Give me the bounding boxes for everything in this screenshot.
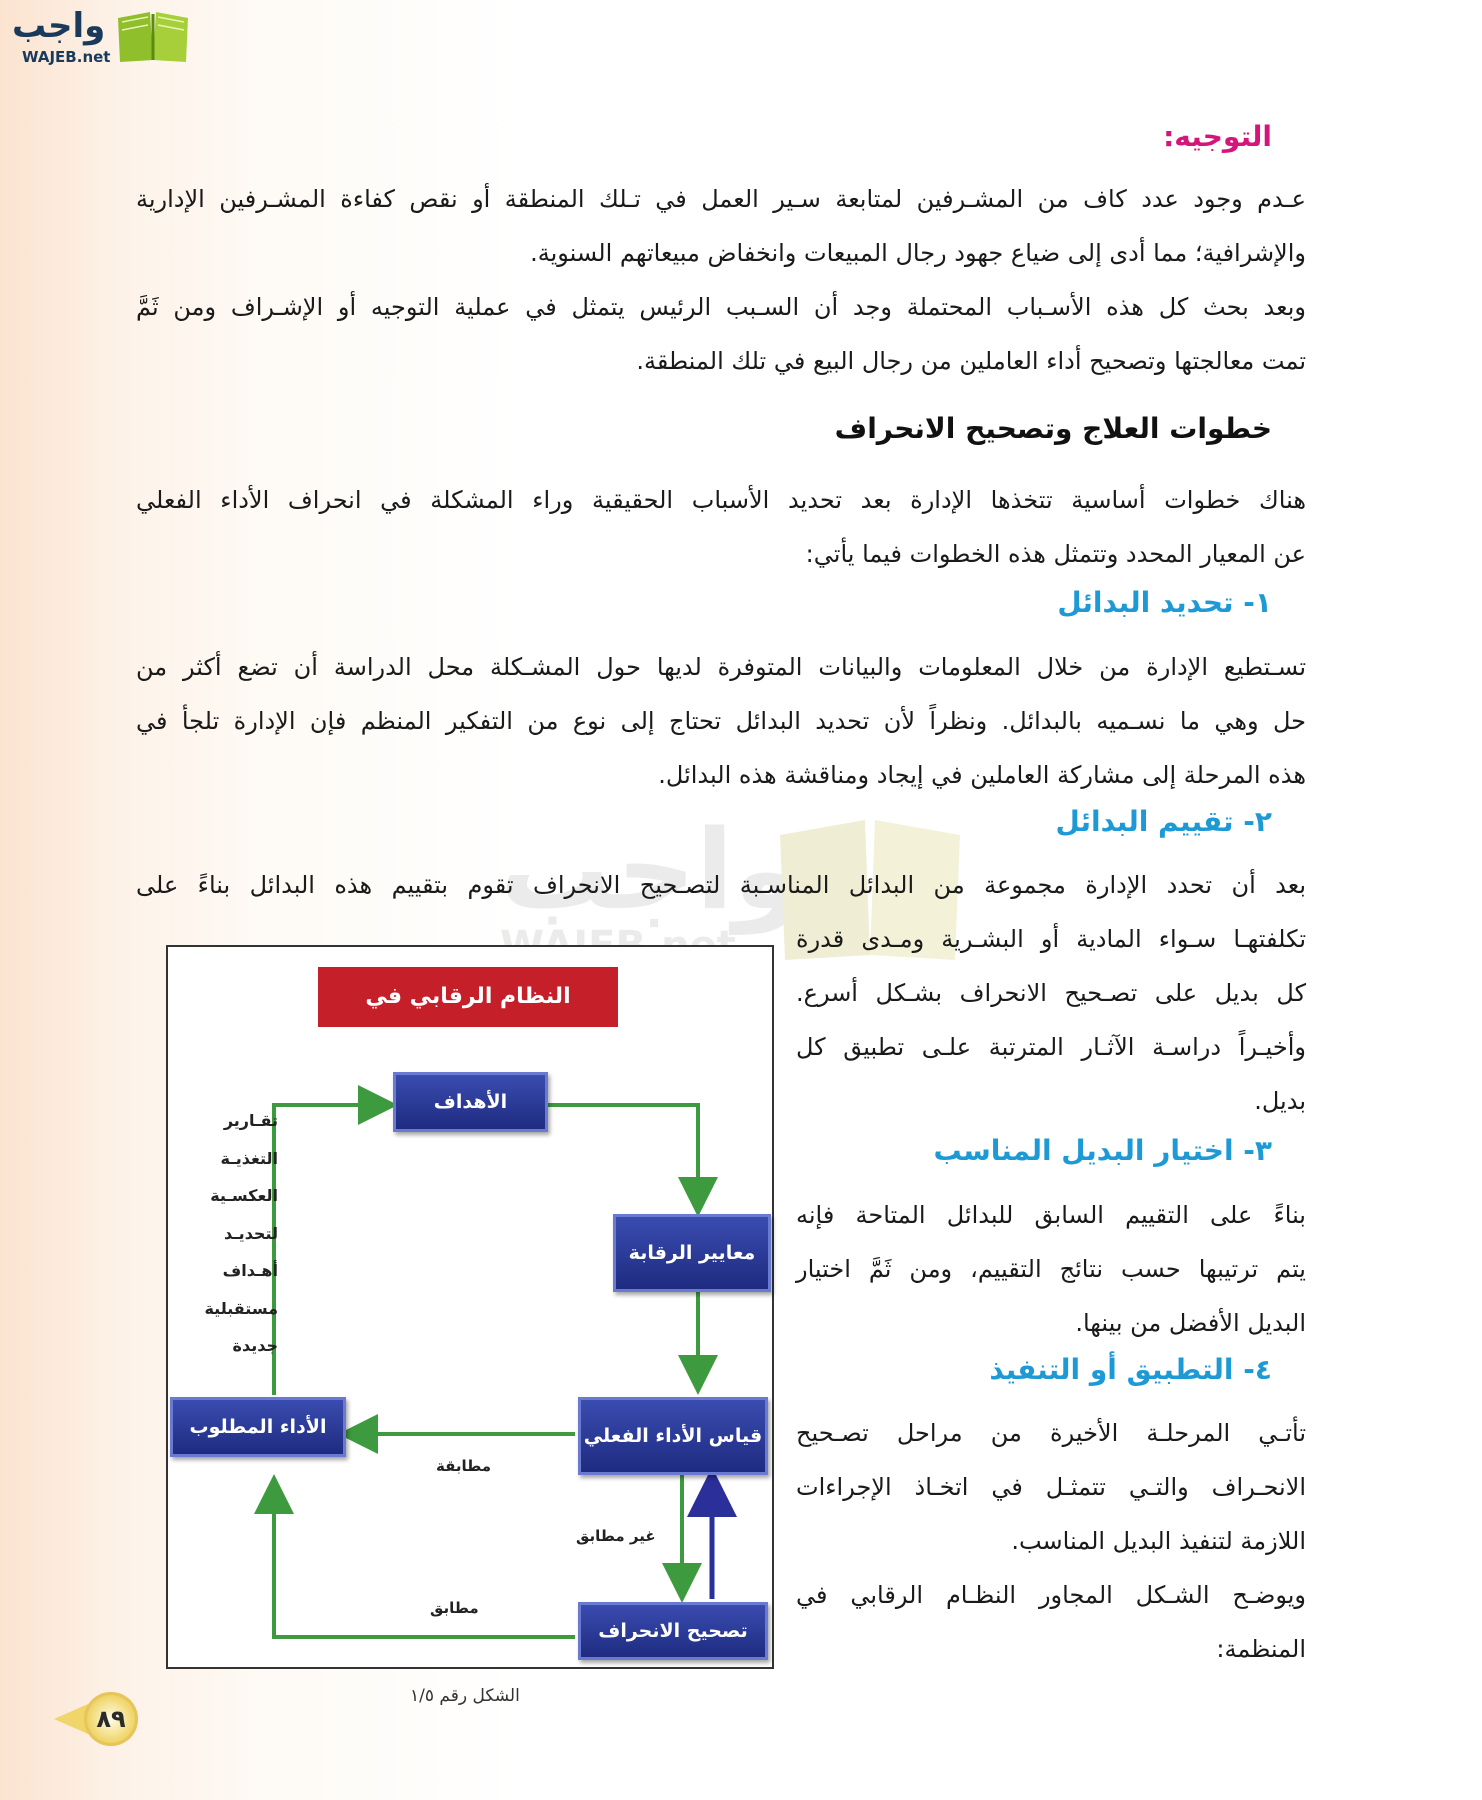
feedback-label-line: أهـداف: [222, 1261, 278, 1280]
guidance-line: تمت معالجتها وتصحيح أداء العاملين من رجال البيع في تلك المنطقة.: [636, 347, 1306, 375]
arrow-correction-to-required: [274, 1482, 575, 1637]
watermark-arabic: واجب: [500, 806, 802, 934]
control-system-diagram: [166, 945, 774, 1669]
required-performance-box: [170, 1397, 346, 1457]
required-performance-box-label: الأداء المطلوب: [189, 1416, 327, 1438]
steps-intro-line: عن المعيار المحدد وتتمثل هذه الخطوات فيما يأتي:: [805, 540, 1306, 568]
guidance-line: عـدم وجود عدد كاف من المشـرفين لمتابعة سـير العمل في تـلك المنطقة أو نقص كفاءة المشـرفين الإدارية: [136, 185, 1306, 213]
correction-box: [578, 1602, 768, 1660]
page-marker-arrow-icon: [54, 1704, 88, 1734]
guidance-paragraph: [136, 172, 1306, 388]
feedback-label: [188, 1102, 278, 1365]
figure-caption: الشكل رقم ١/٥: [410, 1686, 520, 1706]
feedback-label-line: التغذيـة: [220, 1148, 278, 1168]
logo-latin-text: WAJEB.net: [22, 48, 111, 66]
guidance-line: والإشرافية؛ مما أدى إلى ضياع جهود رجال المبيعات وانخفاض مبيعاتهم السنوية.: [530, 239, 1306, 267]
guidance-line: وبعد بحث كل هذه الأسـباب المحتملة وجد أن السـبب الرئيس يتمثل في عملية التوجيه أو الإشـراف ومن ثَمَّ: [136, 293, 1306, 321]
feedback-label-line: العكسـية: [210, 1186, 278, 1205]
step4-line: اللازمة لتنفيذ البديل المناسب.: [1011, 1527, 1306, 1555]
step2-line: وأخيـراً دراسـة الآثـار المترتبة علـى تطبيق كل: [796, 1033, 1306, 1061]
step2-title: ٢- تقييم البدائل: [1055, 805, 1272, 838]
goals-box: [393, 1072, 548, 1132]
step1-line: حل وهي ما نسـميه بالبدائل. ونظراً لأن تحديد البدائل تحتاج إلى نوع من التفكير المنظم فإن الإدارة تلجأ في: [136, 707, 1306, 735]
correction-box-label: تصحيح الانحراف: [598, 1620, 748, 1642]
step3-line: بناءً على التقييم السابق للبدائل المتاحة فإنه: [796, 1201, 1306, 1229]
step4-line: ويوضـح الشـكل المجاور النظـام الرقابي في: [796, 1581, 1306, 1609]
step4-line: الانحـراف والتـي تتمثـل في اتخـاذ الإجراءات: [796, 1473, 1306, 1501]
page-number-badge: [54, 1692, 142, 1748]
step1-line: هذه المرحلة إلى مشاركة العاملين في إيجاد ومناقشة هذه البدائل.: [658, 761, 1306, 789]
actual-performance-box: [578, 1397, 768, 1475]
arrow-goals-to-standards: [546, 1105, 698, 1209]
arrow-required-to-goals: [274, 1105, 390, 1395]
step3-title: ٣- اختيار البديل المناسب: [933, 1134, 1272, 1167]
step2-paragraph: [796, 912, 1306, 1128]
standards-box-label: معايير الرقابة: [628, 1242, 756, 1264]
step3-paragraph: [796, 1188, 1306, 1350]
wajeb-logo: [10, 6, 190, 68]
book-icon: [114, 8, 192, 66]
steps-intro-line: هناك خطوات أساسية تتخذها الإدارة بعد تحديد الأسباب الحقيقية وراء المشكلة في انحراف الأداء الفعلي: [136, 486, 1306, 514]
steps-title: خطوات العلاج وتصحيح الانحراف: [834, 412, 1272, 445]
feedback-label-line: لتحديـد: [223, 1223, 278, 1243]
step2-line: كل بديل على تصـحيح الانحراف بشـكل أسرع.: [796, 979, 1306, 1007]
step2-first-line-wrap: [136, 858, 1306, 912]
feedback-label-line: تقـارير: [223, 1111, 278, 1130]
step3-line: البديل الأفضل من بينها.: [1075, 1309, 1306, 1337]
not-match-label: غير مطابق: [576, 1527, 656, 1545]
goals-box-label: الأهداف: [433, 1091, 508, 1113]
actual-performance-box-label: قياس الأداء الفعلي: [583, 1425, 763, 1447]
step1-title: ١- تحديد البدائل: [1057, 586, 1272, 619]
step4-line: تأتـي المرحلـة الأخيرة من مراحل تصـحيح: [796, 1419, 1306, 1447]
steps-intro: [136, 473, 1306, 581]
step4-paragraph: [796, 1406, 1306, 1676]
feedback-label-line: مستقبلية: [204, 1298, 278, 1318]
diagram-title: النظام الرقابي في المنظمة: [318, 967, 618, 1027]
step4-title: ٤- التطبيق أو التنفيذ: [989, 1353, 1272, 1386]
matched-label: مطابق: [430, 1599, 479, 1617]
feedback-label-line: جديدة: [232, 1336, 278, 1355]
standards-box: [613, 1214, 771, 1292]
guidance-title: التوجيه:: [1163, 120, 1272, 153]
step1-line: تسـتطيع الإدارة من خلال المعلومات والبيانات المتوفرة لديها حول المشـكلة محل الدراسة أن تضع أكثر من: [136, 653, 1306, 681]
step2-first-line: بعد أن تحدد الإدارة مجموعة من البدائل المناسـبة لتصـحيح الانحراف تقوم بتقييم هذه البدائل بناءً على: [136, 871, 1306, 899]
step3-line: يتم ترتيبها حسب نتائج التقييم، ومن ثَمَّ اختيار: [796, 1255, 1306, 1283]
match-label: مطابقة: [436, 1457, 492, 1475]
page-number: ٨٩: [84, 1692, 138, 1746]
step1-paragraph: [136, 640, 1306, 802]
step4-line: المنظمة:: [1216, 1635, 1306, 1663]
logo-arabic-text: واجب: [12, 6, 106, 46]
step2-line: بديل.: [1254, 1087, 1306, 1115]
step2-line: تكلفتهـا سـواء المادية أو البشـرية ومـدى قدرة: [796, 925, 1306, 953]
